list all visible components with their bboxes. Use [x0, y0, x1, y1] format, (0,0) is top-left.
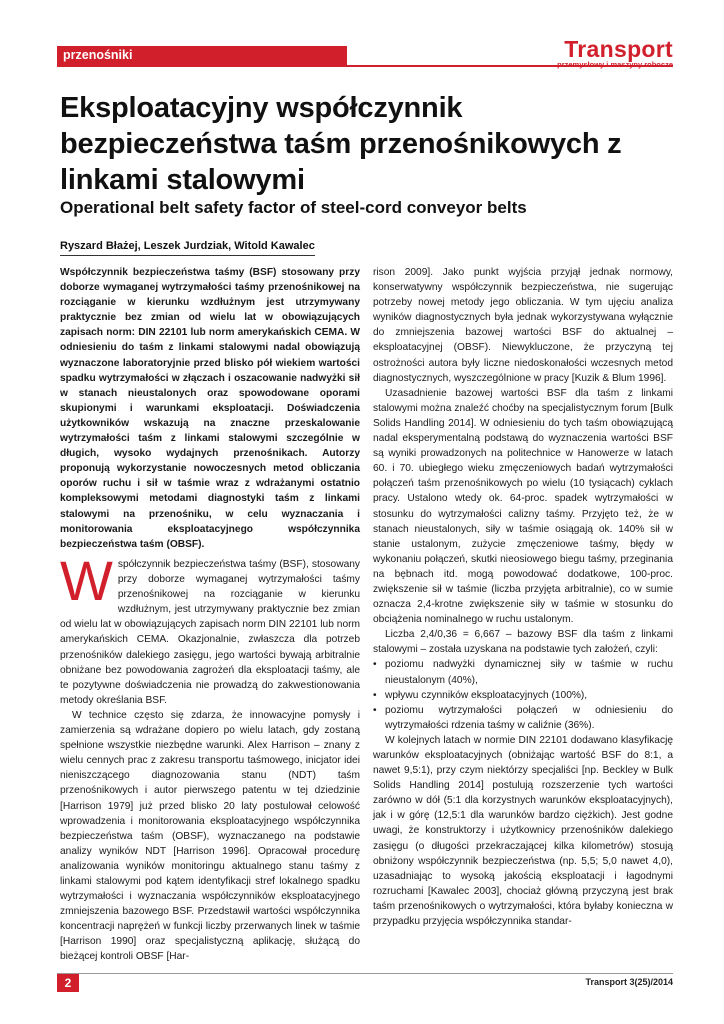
body-paragraph: W technice często się zdarza, że innowacyjne pomysły i zamierzenia są wdrażane dopiero po wielu latach, gdy zostaną spełnione wszystkie niezbędne warunki. Alex Harrison – znany z wielu cennych prac z zakresu transportu taśmowego, inicjator idei nieniszczącego diagnozowania stanu (NDT) taśm przenośnikowych i autor pierwszego patentu w tej dziedzinie [Harrison 1979] już przed blisko 20 laty postulował celowość wprowadzenia i monitorowania eksploatacyjnego współczynnika bezpieczeństwa taśm (OBSF), wyznaczanego na podstawie analizy wyników NDT [Harrison 1996]. Opracował procedurę analizowania wyników monitoringu aktualnego stanu taśmy z linkami stalowymi pod kątem identyfikacji stref lokalnego spadku wytrzymałości i wyznaczania współczynników eksploatacyjnego zmniejszenia bazowego BSF. Przedstawił wartości współczynnika koncentracji naprężeń w funkcji liczby przerwanych linek w taśmie [Harrison 1990] oraz specjalistyczną aplikację, służącą do bieżącej kontroli OBSF [Har-: [60, 709, 360, 963]
article-title-english: Operational belt safety factor of steel-cord conveyor belts: [60, 198, 527, 217]
footer-rule: [57, 973, 673, 974]
page-number: 2: [57, 974, 79, 992]
body-column-left: [60, 549, 360, 965]
body-column-right: [373, 265, 673, 929]
article-title: Eksploatacyjny współczynnik bezpieczeństwa taśm przenośnikowych z linkami stalowymi: [60, 92, 622, 196]
abstract: [60, 265, 360, 552]
list-item: • wpływu czynników eksploatacyjnych (100%),: [373, 688, 673, 703]
journal-logo: [557, 38, 673, 69]
authors: Ryszard Błażej, Leszek Jurdziak, Witold Kawalec: [60, 240, 315, 256]
logo-title: Transport: [564, 36, 673, 62]
list-item: • poziomu wytrzymałości połączeń w odniesieniu do wytrzymałości rdzenia taśmy w caliźnie (36%).: [373, 703, 673, 733]
drop-cap: W: [60, 549, 113, 612]
abstract-text: Współczynnik bezpieczeństwa taśmy (BSF) stosowany przy doborze wymaganej wytrzymałości taśmy przenośnikowej na rozciąganie w kierunku wzdłużnym jest utrzymywany praktycznie bez zmian od wielu lat w obowiązujących zapisach norm: DIN 22101 lub norm amerykańskich CEMA. W odniesieniu do taśm z linkami stalowymi nadal obowiązują wyznaczone laboratoryjnie przed blisko pół wiekiem wartości spadku wytrzymałości w złączach i oszacowanie nadwyżki sił w stanach nieustalonych oraz spowodowane oporami skupionymi i warunkami eksploatacji. Doświadczenia użytkowników wskazują na znaczne przeskalowanie wytrzymałości taśm z linkami stalowymi szczególnie w długich, wysoko wydajnych przenośnikach. Autorzy proponują wykorzystanie nowoczesnych metod obliczania oporów ruchu i sił w taśmie wraz z wdrażanymi ostatnio kompleksowymi metodami diagnostyki taśm z linkami stalowymi na przenośniku, w celu wyznaczania i monitorowania eksploatacyjnego współczynnika bezpieczeństwa taśm (OBSF).: [60, 267, 360, 550]
logo-subtitle: przemysłowy i maszyny robocze: [557, 60, 673, 69]
body-paragraph: [60, 549, 360, 708]
list-item: • poziomu nadwyżki dynamicznej siły w taśmie w ruchu nieustalonym (40%),: [373, 657, 673, 687]
section-label: przenośniki: [57, 46, 347, 65]
assumptions-list: [373, 657, 673, 732]
body-paragraph: W kolejnych latach w normie DIN 22101 dodawano klasyfikację warunków eksploatacyjnych (obniżając wartość BSF do 8:1, a nawet 9,5:1), przy czym niektórzy specjaliści [np. Beckley w Bulk Solids Handling 2014] postulują rozszerzenie tych wartości zarówno w dół (5:1 dla korzystnych warunków eksploatacyjnych), jak i w górę (12,5:1 dla warunków bardzo ciężkich). Jest godne uwagi, że konstruktorzy i użytkownicy przenośników dalekiego zasięgu (o długości przekraczającej kilka kilometrów) stosują obniżony współczynnik bezpieczeństwa (np. 5,5; 5,0 nawet 4,0), uzasadniając to wysoką jakością eksploatacji i łagodnymi rozruchami [Kawalec 2003], chociaż główną przyczyną jest brak taśm przenośnikowych o wytrzymałości, która byłaby konieczna w przypadku przyjęcia współczynnika standar-: [373, 734, 673, 928]
body-paragraph: rison 2009]. Jako punkt wyjścia przyjął jednak normowy, konserwatywny współczynnik bezpieczeństwa, nie sugerując potrzeby nowej metody jego obliczania. W tym ujęciu analiza wyników diagnostycznych była jednak wykorzystywana wyłącznie do zmniejszenia bazowej wartości BSF do aktualnej – eksploatacyjnej (OBSF). Niewykluczone, że przyczyną tej ostrożności autora były liczne niedoskonałości wczesnych metod diagnostycznych, wyszczególnione w pracy [Kuzik & Blum 1996].: [373, 267, 673, 384]
body-paragraph: Uzasadnienie bazowej wartości BSF dla taśm z linkami stalowymi można znaleźć choćby na specjalistycznym forum [Bulk Solids Handling 2014]. W odniesieniu do tych taśm obowiązującą nadal eksperymentalną podstawą do wyznaczenia wartości BSF są wyniki prowadzonych na politechnice w Hanowerze w latach 60. i 70. ubiegłego wieku zmęczeniowych badań wytrzymałości połączeń taśm przenośnikowych po wielu (10 tysiącach) cyklach pracy. Ustalono wtedy ok. 64-proc. spadek wytrzymałości w stosunku do wytrzymałości calizny taśmy. Przyjęto też, że w stanach nieustalonych, siły w taśmie osiągają ok. 140% sił w stanie ustalonym, zużycie zmęczeniowe taśmy, błędy w wykonaniu połączeń, skutki nieosiowego biegu taśmy, przeginania na bębnach itd. mogą powodować dodatkowe, 100-proc. zwiększenie sił w taśmie (liczba przyjęta arbitralnie), co w sumie oznacza 2,4-krotne zwiększenie siły w taśmie w stosunku do obciążenia nominalnego w ruchu ustalonym.: [373, 387, 673, 626]
paragraph-text: spółczynnik bezpieczeństwa taśmy (BSF), stosowany przy doborze wymaganej wytrzymałości taśmy przenośnikowej na rozciąganie w kierunku wzdłużnym, jest utrzymywany praktycznie bez zmian od wielu lat w obowiązujących zapisach norm DIN 22101 lub norm amerykańskich CEMA. Okazjonalnie, zwłaszcza dla potrzeb przenośników dalekiego zasięgu, jego wartości bywają arbitralnie obniżane bez powodowania zagrożeń dla eksploatacji taśmy, ale te pozytywne doświadczenia nie prowadzą do zakwestionowania metody określania BSF.: [60, 559, 360, 706]
body-paragraph: Liczba 2,4/0,36 = 6,667 – bazowy BSF dla taśm z linkami stalowymi – została uzyskana na podstawie tych założeń, czyli:: [373, 629, 673, 656]
issue-label: Transport 3(25)/2014: [585, 977, 673, 987]
